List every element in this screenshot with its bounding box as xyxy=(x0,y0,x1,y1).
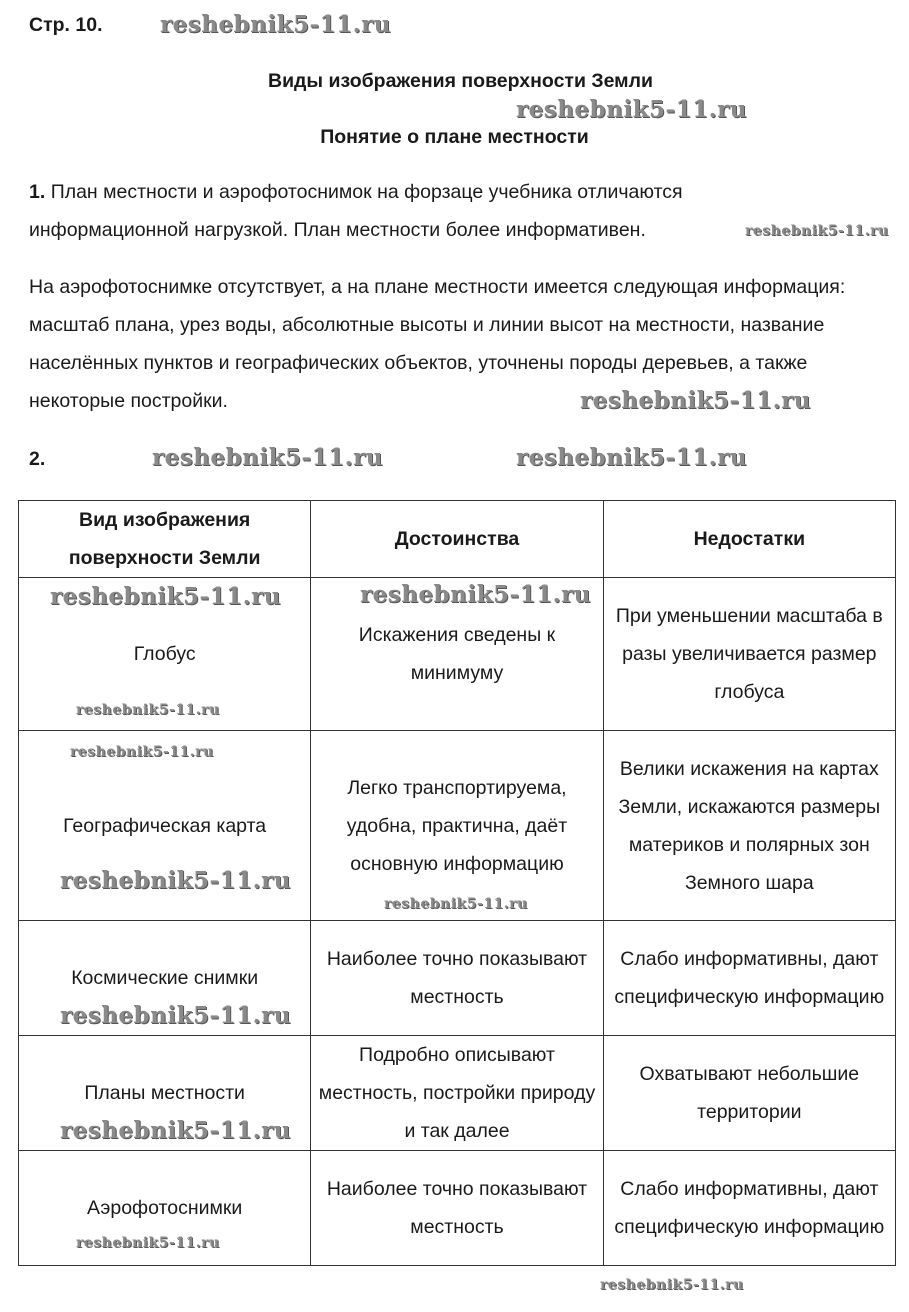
watermark: reshebnik5-11.ru xyxy=(60,867,291,894)
task1-paragraph1 xyxy=(29,173,889,249)
page-title: Виды изображения поверхности Земли xyxy=(267,70,653,92)
page-subtitle: Понятие о плане местности xyxy=(320,126,589,148)
table-cell: Охватывают небольшие территории xyxy=(603,1036,895,1151)
watermark: reshebnik5-11.ru xyxy=(580,387,811,414)
watermark: reshebnik5-11.ru xyxy=(76,702,220,718)
task1-number: 1. xyxy=(29,181,46,203)
table-cell: Космические снимки xyxy=(19,921,311,1036)
comparison-table xyxy=(18,500,896,1266)
table-row xyxy=(19,578,896,731)
watermark: reshebnik5-11.ru xyxy=(70,744,214,760)
table-cell: Наиболее точно показывают местность xyxy=(311,921,603,1036)
watermark: reshebnik5-11.ru xyxy=(384,896,528,912)
table-row xyxy=(19,1151,896,1266)
table-cell: Наиболее точно показывают местность xyxy=(311,1151,603,1266)
table-cell: Глобус xyxy=(19,578,311,731)
watermark: reshebnik5-11.ru xyxy=(160,11,391,38)
watermark: reshebnik5-11.ru xyxy=(60,1002,291,1029)
page-label: Стр. 10. xyxy=(29,14,103,36)
watermark: reshebnik5-11.ru xyxy=(745,223,889,239)
task2-number: 2. xyxy=(29,448,46,470)
task1-paragraph2: На аэрофотоснимке отсутствует, а на плане местности имеется следующая информация: масштаб плана, урез воды, абсолютные высоты и линии высот на местности, название населённых пунктов и географических объектов, уточнены породы деревьев, а также некоторые постройки. xyxy=(29,276,846,412)
table-cell: При уменьшении масштаба в разы увеличивается размер глобуса xyxy=(603,578,895,731)
table-cell: Планы местности xyxy=(19,1036,311,1151)
table-cell: Аэрофотоснимки xyxy=(19,1151,311,1266)
table-row xyxy=(19,921,896,1036)
table-cell: Велики искажения на картах Земли, искажаются размеры материков и полярных зон Земного шара xyxy=(603,731,895,921)
table-cell: Географическая карта xyxy=(19,731,311,921)
table-cell: Легко транспортируема, удобна, практична, даёт основную информацию xyxy=(311,731,603,921)
table-cell: Слабо информативны, дают специфическую информацию xyxy=(603,921,895,1036)
task1-line2: информационной нагрузкой. План местности более информативен. xyxy=(29,219,646,241)
watermark: reshebnik5-11.ru xyxy=(60,1117,291,1144)
watermark: reshebnik5-11.ru xyxy=(600,1277,744,1293)
watermark: reshebnik5-11.ru xyxy=(516,444,747,471)
watermark: reshebnik5-11.ru xyxy=(516,96,747,123)
watermark: reshebnik5-11.ru xyxy=(360,581,591,608)
header-type: Вид изображения поверхности Земли xyxy=(19,501,311,578)
table-header-row xyxy=(19,501,896,578)
table-row xyxy=(19,1036,896,1151)
task1-line1: План местности и аэрофотоснимок на форзаце учебника отличаются xyxy=(50,181,683,203)
table-cell: Слабо информативны, дают специфическую информацию xyxy=(603,1151,895,1266)
table-row xyxy=(19,731,896,921)
watermark: reshebnik5-11.ru xyxy=(50,583,281,610)
watermark: reshebnik5-11.ru xyxy=(76,1235,220,1251)
table-cell: Искажения сведены к минимуму xyxy=(311,578,603,731)
header-advantages: Достоинства xyxy=(311,501,603,578)
table-cell: Подробно описывают местность, постройки природу и так далее xyxy=(311,1036,603,1151)
watermark: reshebnik5-11.ru xyxy=(152,444,383,471)
header-disadvantages: Недостатки xyxy=(603,501,895,578)
